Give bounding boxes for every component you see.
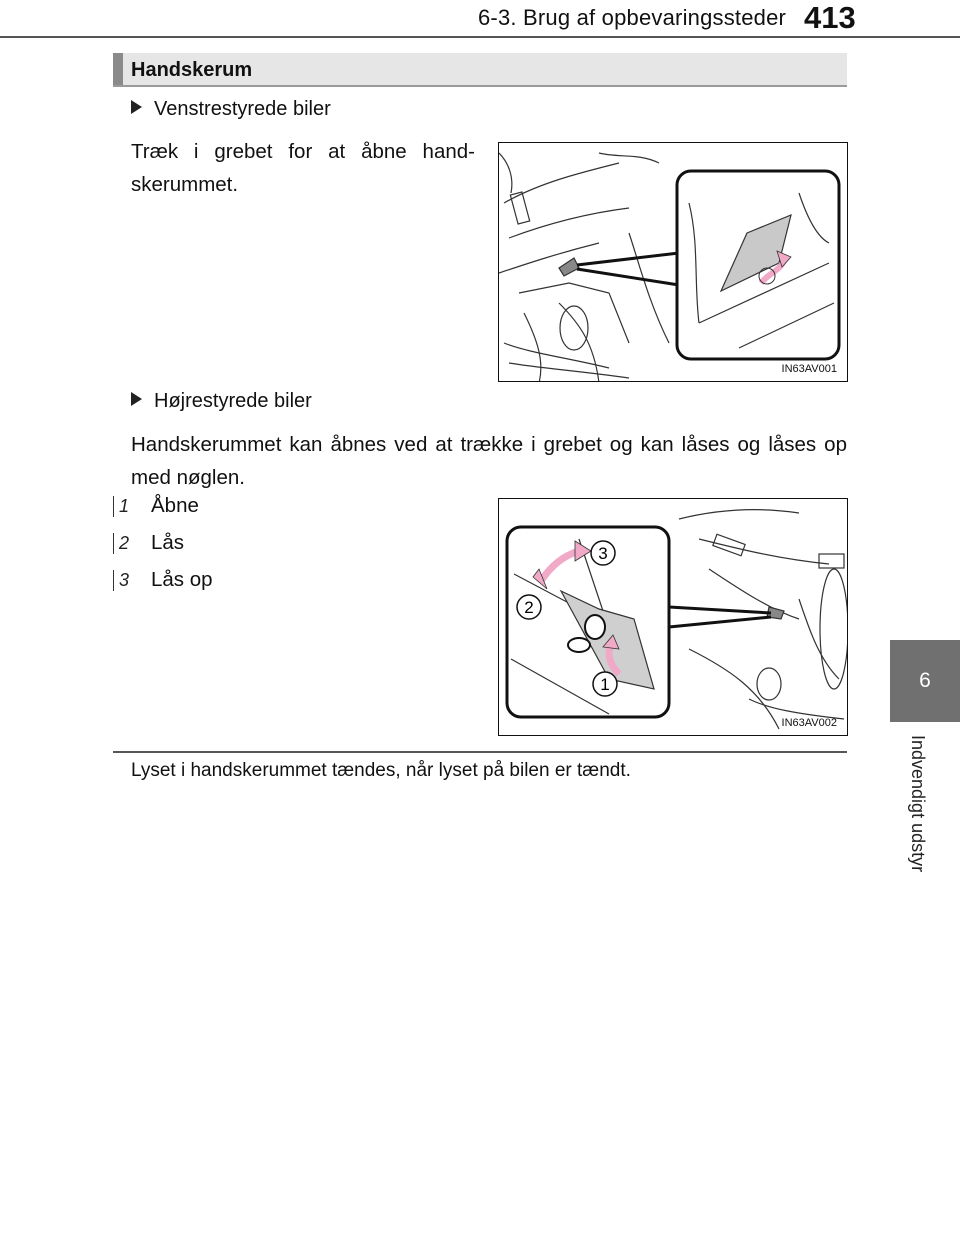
lhd-figure — [498, 142, 848, 382]
lhd-instruction: Træk i grebet for at åbne hand-skerummet. — [131, 140, 475, 196]
list-item-number: 1 — [113, 496, 141, 517]
footnote: Lyset i handskerummet tændes, når lyset på bilen er tændt. — [131, 760, 631, 781]
lhd-heading-text: Venstrestyrede biler — [154, 98, 331, 120]
header-divider — [0, 36, 960, 38]
list-item-label: Lås — [151, 531, 185, 554]
section-header — [113, 53, 847, 87]
chapter-number: 6 — [919, 669, 931, 692]
list-item — [113, 568, 213, 592]
bullet-triangle-icon — [131, 392, 142, 406]
callout-3: 3 — [598, 544, 608, 563]
note-divider — [113, 751, 847, 753]
list-item-number: 2 — [113, 533, 141, 554]
list-item — [113, 494, 199, 518]
rhd-figure — [498, 498, 848, 736]
callout-2: 2 — [524, 598, 534, 617]
list-item-label: Lås op — [151, 568, 213, 591]
list-item-label: Åbne — [151, 494, 199, 517]
rhd-figure-code: IN63AV002 — [781, 717, 837, 729]
page-number: 413 — [804, 0, 856, 35]
lhd-figure-code: IN63AV001 — [781, 363, 837, 375]
lhd-heading — [131, 98, 331, 121]
rhd-heading-text: Højrestyrede biler — [154, 390, 312, 412]
rhd-dashboard-illustration — [499, 499, 848, 736]
chapter-tab — [890, 640, 960, 722]
section-header-bar — [113, 53, 123, 85]
bullet-triangle-icon — [131, 100, 142, 114]
section-title: Handskerum — [131, 59, 253, 81]
rhd-instruction: Handskerummet kan åbnes ved at trække i grebet og kan låses og låses op med nøglen. — [131, 433, 847, 489]
chapter-label: Indvendigt udstyr — [908, 735, 928, 873]
running-header-title: 6-3. Brug af opbevaringssteder — [478, 5, 787, 30]
rhd-heading — [131, 390, 312, 413]
lhd-dashboard-illustration — [499, 143, 848, 382]
callout-1: 1 — [600, 675, 610, 694]
list-item-number: 3 — [113, 570, 141, 591]
list-item — [113, 531, 184, 555]
